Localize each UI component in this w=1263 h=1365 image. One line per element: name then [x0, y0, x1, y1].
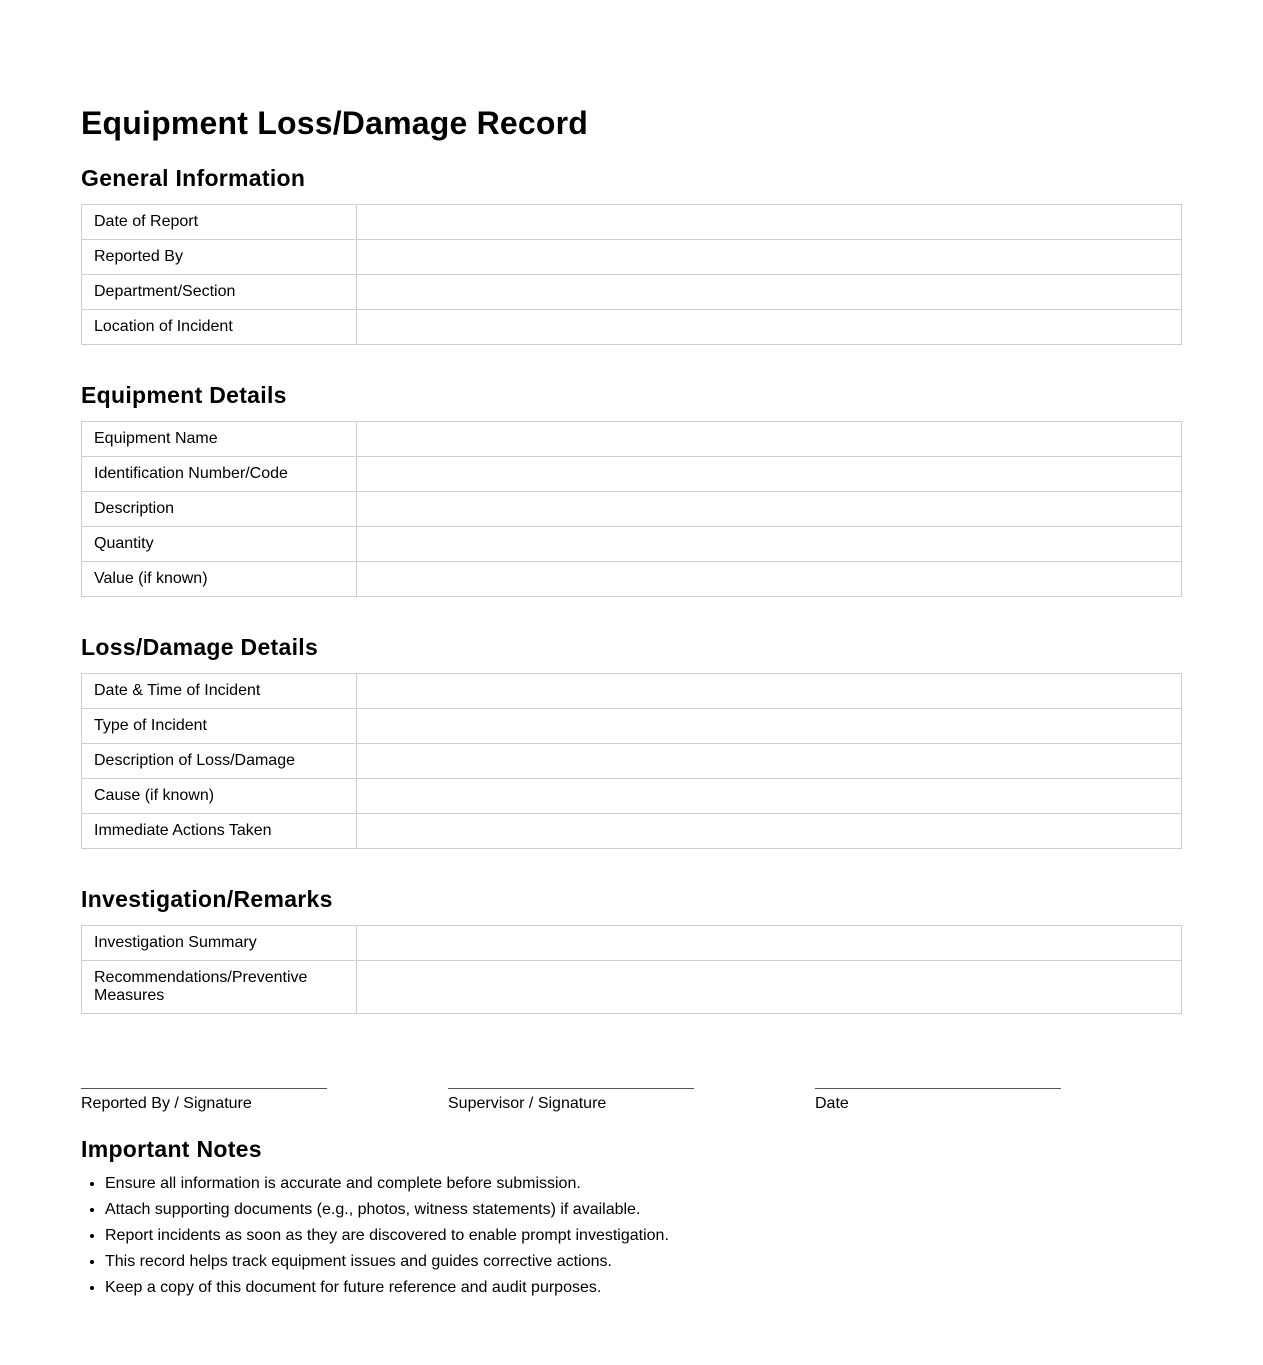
field-value[interactable]: [357, 457, 1182, 492]
field-value[interactable]: [357, 814, 1182, 849]
list-item: • Report incidents as soon as they are discovered to enable prompt investigation.: [105, 1223, 1182, 1249]
field-value[interactable]: [357, 926, 1182, 961]
investigation-remarks-table: [81, 925, 1182, 1014]
signature-label: Date: [815, 1095, 849, 1112]
section-equipment-details: [81, 381, 1182, 597]
field-value[interactable]: [357, 709, 1182, 744]
table-row: [82, 709, 1182, 744]
loss-damage-details-table: [81, 673, 1182, 849]
field-label: Date of Report: [82, 205, 357, 240]
field-label: Equipment Name: [82, 422, 357, 457]
table-row: [82, 926, 1182, 961]
field-label: Type of Incident: [82, 709, 357, 744]
section-heading: Loss/Damage Details: [81, 634, 319, 660]
signature-label: Reported By / Signature: [81, 1095, 252, 1112]
field-value[interactable]: [357, 310, 1182, 345]
field-value[interactable]: [357, 779, 1182, 814]
section-general-information: [81, 164, 1182, 345]
table-row: [82, 961, 1182, 1014]
document-title: Equipment Loss/Damage Record: [81, 105, 589, 141]
table-row: [82, 527, 1182, 562]
field-label: Location of Incident: [82, 310, 357, 345]
signature-area: [81, 1088, 1182, 1113]
table-row: [82, 457, 1182, 492]
field-label: Quantity: [82, 527, 357, 562]
list-item: • Attach supporting documents (e.g., photos, witness statements) if available.: [105, 1197, 1182, 1223]
table-row: [82, 744, 1182, 779]
field-label: Identification Number/Code: [82, 457, 357, 492]
field-label: Description: [82, 492, 357, 527]
equipment-details-table: [81, 421, 1182, 597]
table-row: [82, 562, 1182, 597]
section-loss-damage-details: [81, 633, 1182, 849]
signature-label: Supervisor / Signature: [448, 1095, 607, 1112]
notes-heading: Important Notes: [81, 1136, 262, 1162]
field-label: Immediate Actions Taken: [82, 814, 357, 849]
signature-block-date: [815, 1088, 1061, 1113]
signature-line[interactable]: [815, 1088, 1061, 1089]
field-label: Investigation Summary: [82, 926, 357, 961]
table-row: [82, 814, 1182, 849]
field-value[interactable]: [357, 744, 1182, 779]
signature-block-supervisor: [448, 1088, 694, 1113]
field-value[interactable]: [357, 674, 1182, 709]
section-heading: General Information: [81, 165, 306, 191]
field-label: Value (if known): [82, 562, 357, 597]
field-value[interactable]: [357, 240, 1182, 275]
field-value[interactable]: [357, 527, 1182, 562]
field-label: Description of Loss/Damage: [82, 744, 357, 779]
table-row: [82, 240, 1182, 275]
field-value[interactable]: [357, 562, 1182, 597]
important-notes: [81, 1135, 1182, 1301]
field-label: Reported By: [82, 240, 357, 275]
table-row: [82, 674, 1182, 709]
table-row: [82, 205, 1182, 240]
section-investigation-remarks: [81, 885, 1182, 1014]
section-heading: Equipment Details: [81, 382, 287, 408]
field-value[interactable]: [357, 205, 1182, 240]
table-row: [82, 310, 1182, 345]
signature-line[interactable]: [81, 1088, 327, 1089]
field-value[interactable]: [357, 492, 1182, 527]
list-item: • This record helps track equipment issues and guides corrective actions.: [105, 1249, 1182, 1275]
list-item: • Ensure all information is accurate and complete before submission.: [105, 1171, 1182, 1197]
table-row: [82, 422, 1182, 457]
field-value[interactable]: [357, 275, 1182, 310]
field-label: Date & Time of Incident: [82, 674, 357, 709]
table-row: [82, 492, 1182, 527]
notes-list: [81, 1171, 1182, 1301]
signature-line[interactable]: [448, 1088, 694, 1089]
table-row: [82, 779, 1182, 814]
field-value[interactable]: [357, 961, 1182, 1014]
list-item: • Keep a copy of this document for future reference and audit purposes.: [105, 1275, 1182, 1301]
field-value[interactable]: [357, 422, 1182, 457]
table-row: [82, 275, 1182, 310]
field-label: Recommendations/Preventive Measures: [82, 961, 357, 1014]
section-heading: Investigation/Remarks: [81, 886, 333, 912]
field-label: Department/Section: [82, 275, 357, 310]
general-information-table: [81, 204, 1182, 345]
field-label: Cause (if known): [82, 779, 357, 814]
signature-block-reported-by: [81, 1088, 327, 1113]
